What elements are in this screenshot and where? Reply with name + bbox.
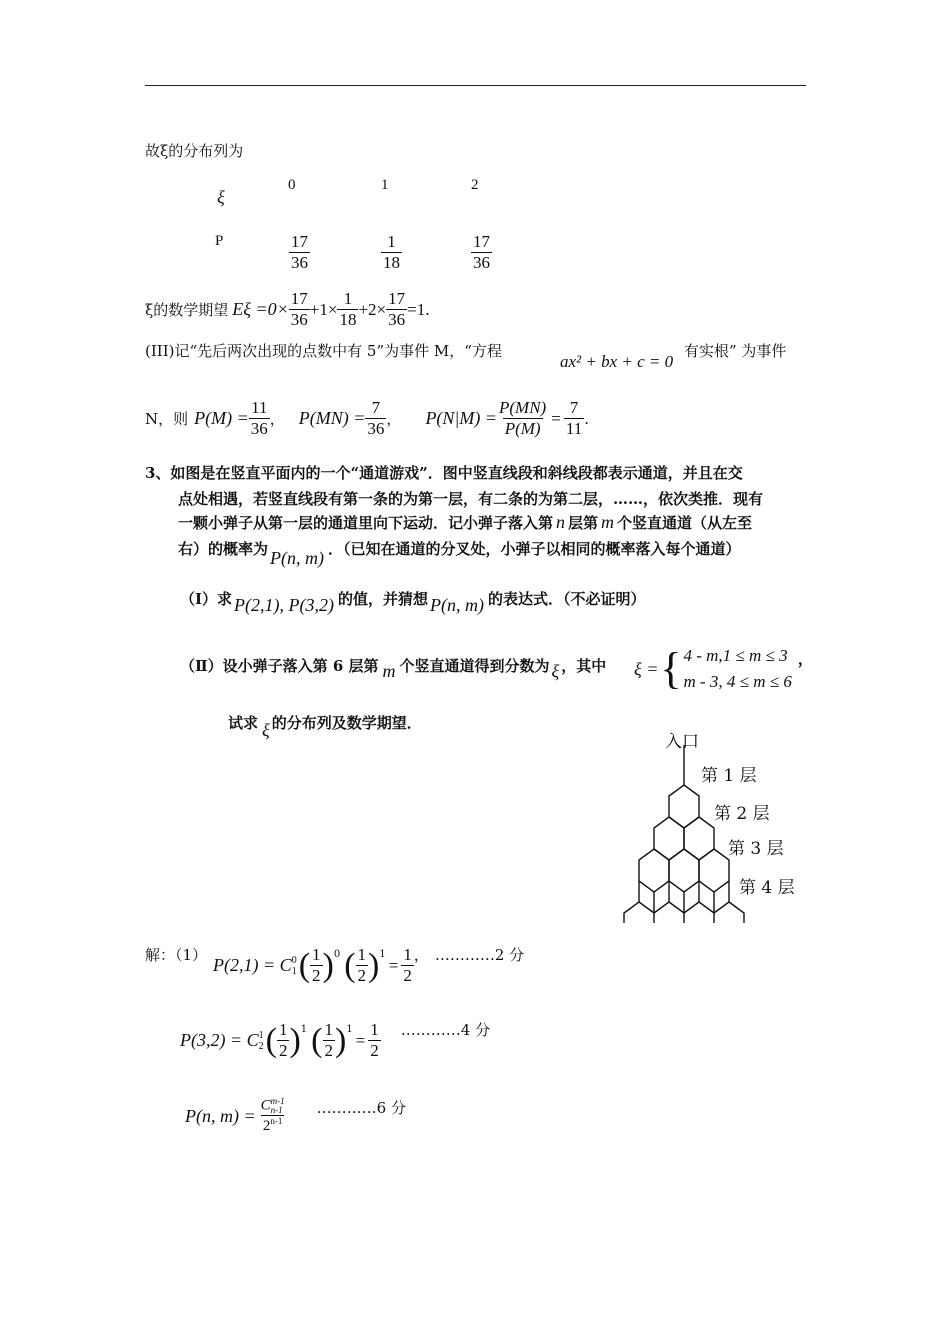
table-prob-1: $\frac{1}{18}$: [383, 232, 400, 272]
layer-label-1: 第 1 层: [701, 766, 757, 786]
layer-label-4: 第 4 层: [739, 878, 795, 898]
score-4: …………4 分: [400, 1021, 491, 1039]
problem3-line2: 点处相遇，若竖直线段有第一条的为第一层，有二条的为第二层，……，依次类推．现有: [178, 490, 764, 508]
entrance-label: 入口: [665, 732, 699, 752]
solution-step-3: P(n, m) = C m-1 n-1 2$^{n-1}$ …………6 分: [185, 1096, 406, 1134]
part3-equation: ax² + bx + c = 0: [560, 352, 674, 371]
question-2-ask: 试求 ξ 的分布列及数学期望．: [228, 714, 422, 740]
problem3-line3: 一颗小弹子从第一层的通道里向下运动．记小弹子落入第 n 层第 m 个竖直通道（从左至: [178, 512, 753, 532]
question-2: （Ⅱ）设小弹子落入第 6 层第 m 个竖直通道得到分数为 ξ ，其中: [180, 657, 607, 681]
score-6: …………6 分: [316, 1098, 406, 1117]
layer-label-3: 第 3 层: [728, 839, 784, 859]
problem3-line4: 右）的概率为 P(n, m) ．（已知在通道的分叉处，小弹子以相同的概率落入每个通道）: [178, 540, 741, 568]
table-row-label-xi: ξ: [217, 187, 225, 207]
left-brace: {: [660, 644, 682, 693]
problem3-line1: 3、如图是在竖直平面内的一个“通道游戏”．图中竖直线段和斜线段都表示通道，并且在交: [145, 464, 743, 482]
table-value-1: 1: [381, 177, 389, 193]
piecewise-case-1: 4 - m,1 ≤ m ≤ 3: [683, 646, 788, 665]
table-row-label-p: P: [215, 233, 224, 249]
table-value-2: 2: [471, 177, 479, 193]
part3-line1: (III)记“先后两次出现的点数中有 5”为事件 M，“方程: [145, 342, 502, 360]
table-prob-0: $\frac{17}{36}$: [291, 232, 308, 272]
solution-step-2: P(3,2) = C 1 2 ( $\frac{1}{2}$ ) 1 ( $\frac{1}{2}$ ) 1 = $\frac{1}{2}$ …………4 分: [180, 1020, 491, 1060]
layer-label-2: 第 2 层: [714, 804, 770, 824]
distribution-intro: 故ξ的分布列为: [145, 142, 244, 160]
expectation-line: ξ的数学期望 Eξ =0× $\frac{17}{36}$ +1× $\frac{1}{18}$ +2× $\frac{17}{36}$ =1.: [145, 289, 430, 329]
solution-step-1: 解：（1） P(2,1) = C 0 1 ( $\frac{1}{2}$ ) 0 ( $\frac{1}{2}$ ) 1 = $\frac{1}{2}$ ， …………2 分: [145, 945, 525, 985]
question-1: （Ⅰ）求 P(2,1), P(3,2) 的值，并猜想 P(n, m) 的表达式．（不必证明）: [180, 590, 646, 615]
piecewise-score: ξ = { 4 - m,1 ≤ m ≤ 3 m - 3, 4 ≤ m ≤ 6 ，: [634, 644, 813, 693]
table-prob-2: $\frac{17}{36}$: [473, 232, 490, 272]
top-rule: [145, 85, 806, 86]
table-value-0: 0: [288, 177, 296, 193]
score-2: …………2 分: [434, 946, 525, 964]
part3-line1-end: 有实根” 为事件: [684, 342, 787, 360]
part3-line2: N，则 P(M) = $\frac{11}{36}$ ， P(MN) = $\frac{7}{36}$ ， P(N|M) = $\frac{P(MN)}{P(M)}$ = $\frac{7}{11}$ .: [145, 398, 589, 438]
piecewise-case-2: m - 3, 4 ≤ m ≤ 6: [683, 672, 792, 691]
general-fraction: C m-1 n-1 2$^{n-1}$: [260, 1096, 285, 1134]
